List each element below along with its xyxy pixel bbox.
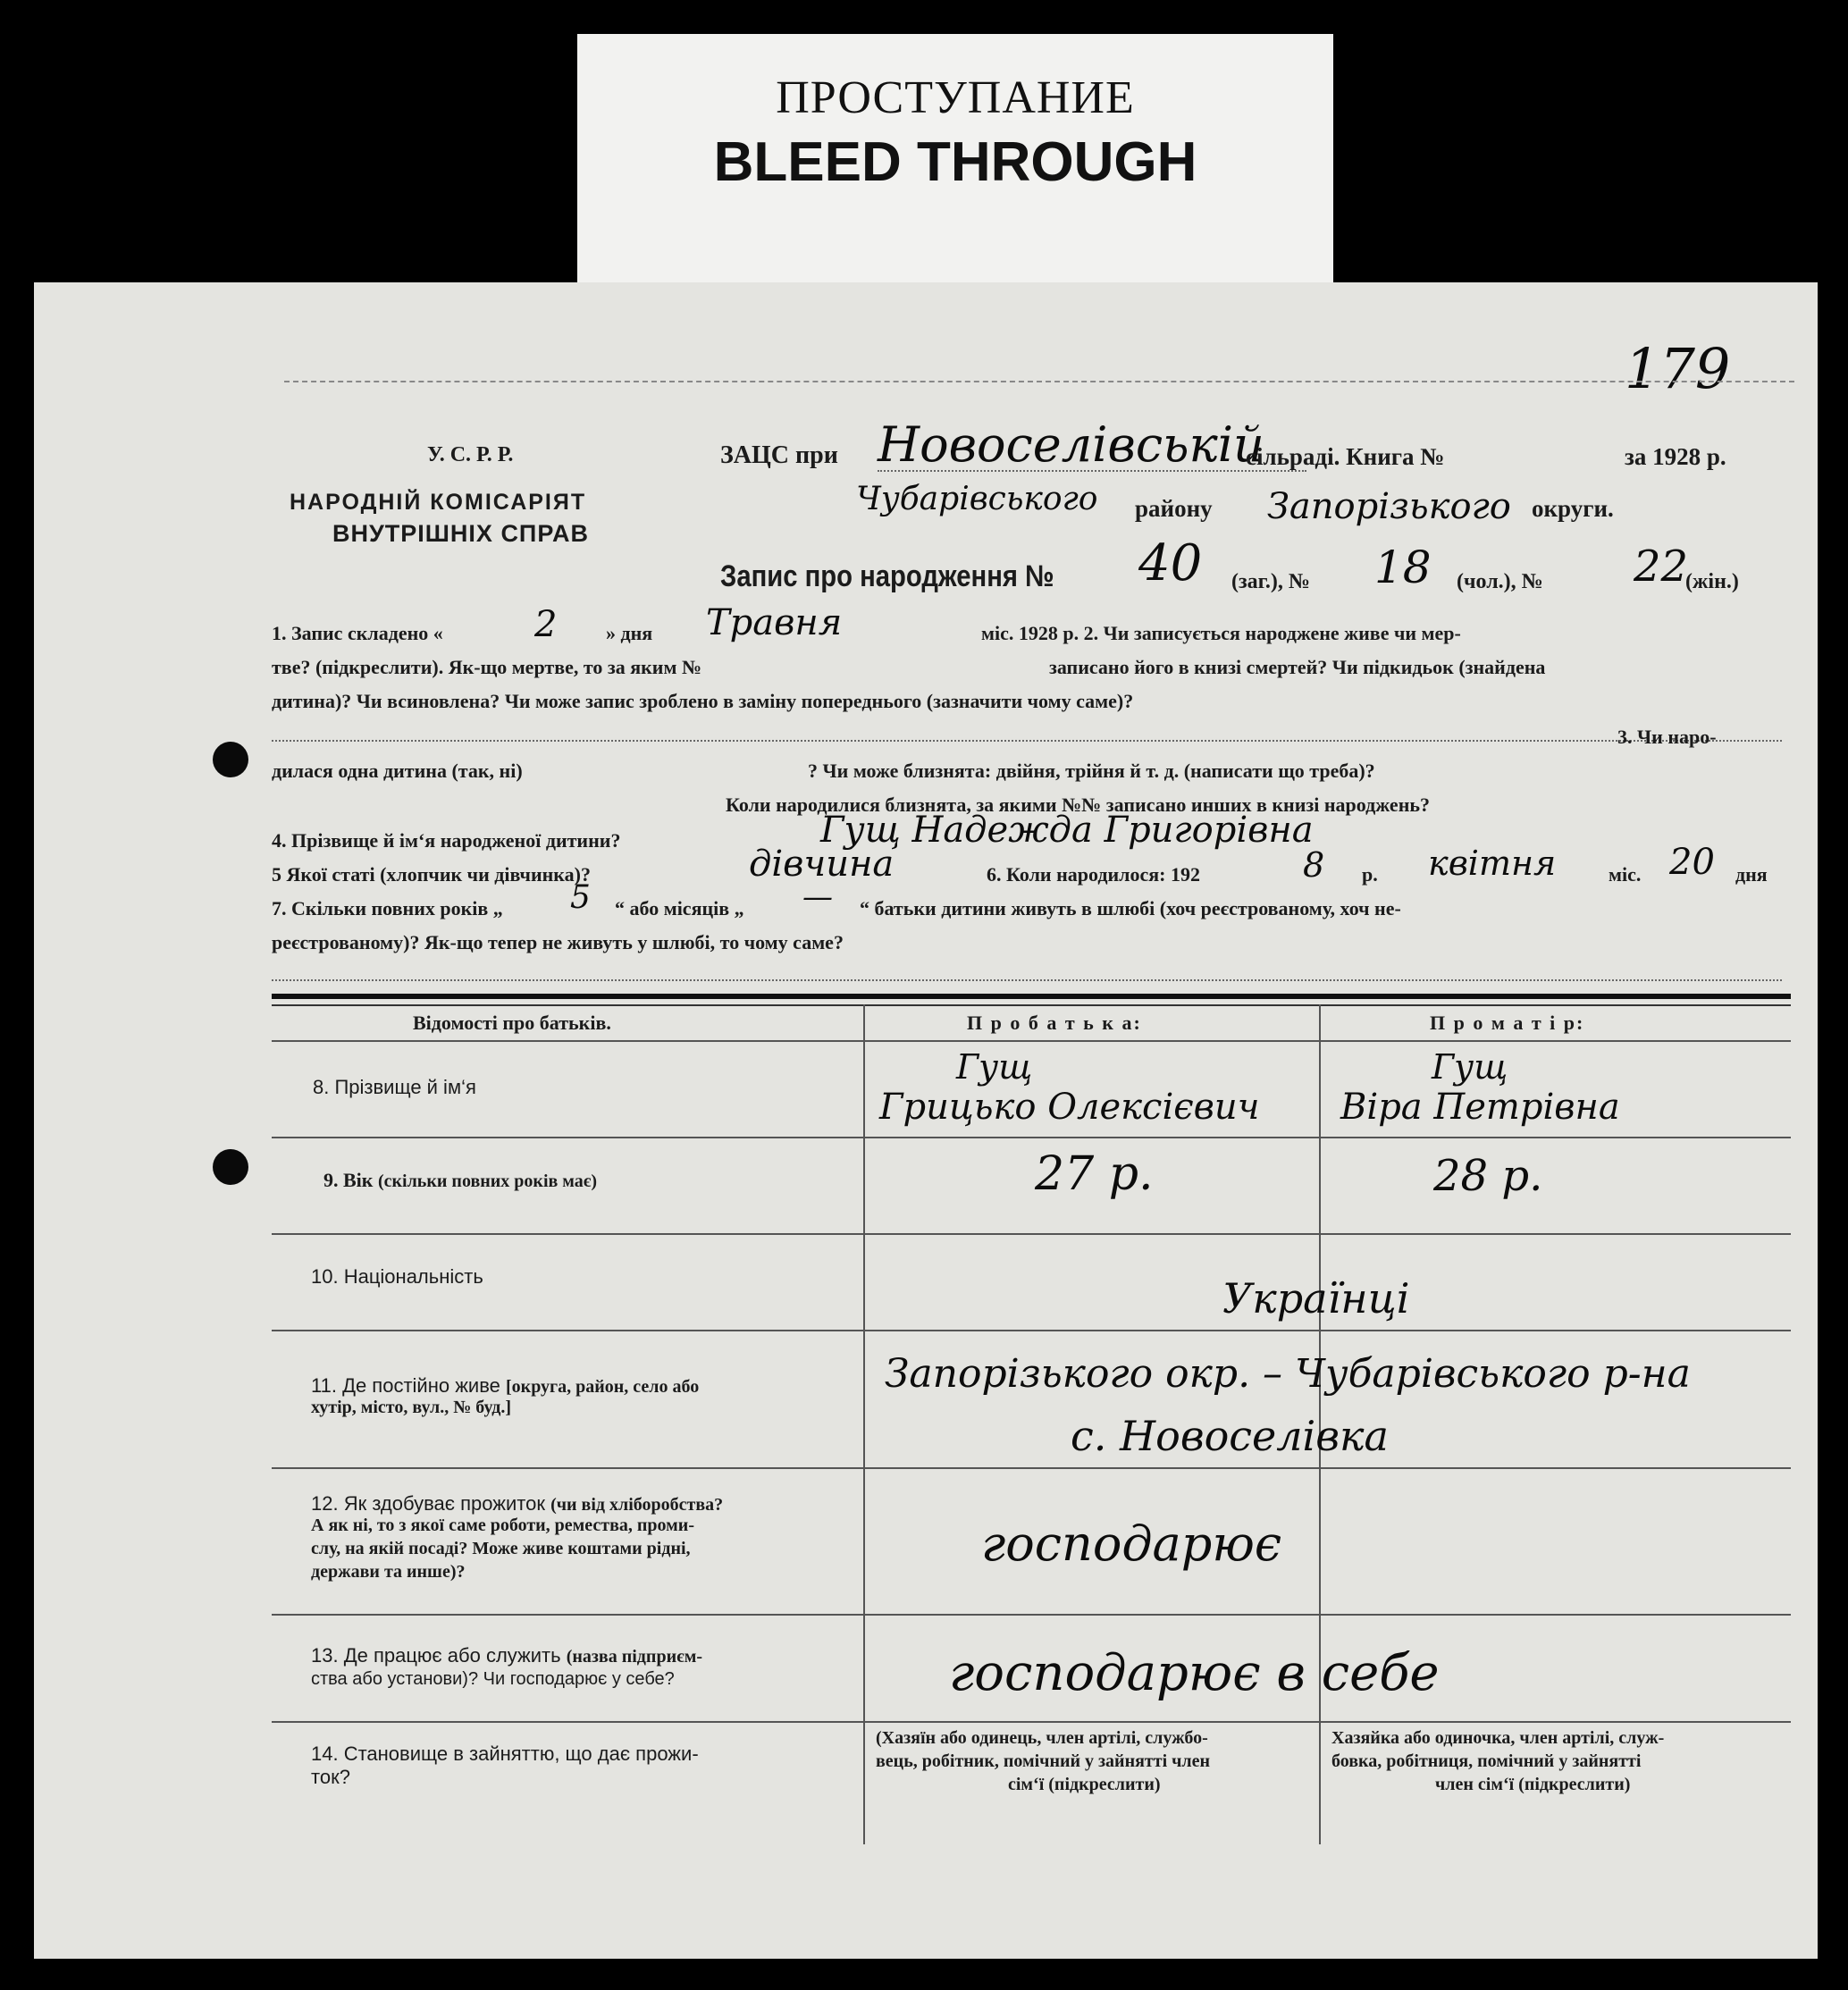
row9-label-main: 9. Вік (323, 1169, 374, 1191)
father-age: 27 р. (1035, 1147, 1154, 1201)
birth-record-document (34, 282, 1818, 1959)
row12-label-cont2: слу, на якій посаді? Може живе коштами рідні, (311, 1539, 691, 1558)
fill-line (272, 979, 1782, 981)
line7: 4. Прізвище й ім‘я народженої дитини? (272, 829, 621, 852)
line8-c: р. (1362, 863, 1378, 886)
child-name: Гущ Надежда Григорівна (820, 810, 1314, 851)
mother-occupation-line2: бовка, робітниця, помічний у зайнятті (1331, 1751, 1642, 1771)
silradi-label: сільраді. Книга № (1246, 443, 1445, 470)
line1-a: 1. Запис складено « (272, 622, 443, 644)
birth-year: 8 (1303, 845, 1325, 885)
raion-value: Чубарівського (856, 481, 1098, 517)
row-divider (272, 1040, 1791, 1042)
nationality: Українці (1222, 1274, 1410, 1322)
row11-label-cont: хутір, місто, вул., № буд.] (311, 1398, 512, 1417)
line2: тве? (підкреслити). Як-що мертве, то за яким № (272, 656, 702, 678)
row13-label (311, 1644, 702, 1667)
row11-label (311, 1374, 699, 1398)
total-label: (заг.), № (1231, 570, 1310, 593)
ussr-header: У. С. Р. Р. (427, 443, 514, 466)
mother-age: 28 р. (1433, 1151, 1543, 1201)
column-divider (863, 1004, 865, 1844)
line8-e: дня (1735, 863, 1768, 886)
line1-b: » дня (606, 622, 653, 644)
table-top-rule (272, 994, 1791, 999)
row14-label-cont: ток? (311, 1766, 350, 1788)
father-occupation-line1: (Хазяїн або одинець, член артілі, службо- (876, 1728, 1208, 1748)
birth-day: 20 (1669, 842, 1715, 883)
male-number: 18 (1374, 542, 1432, 593)
row-divider (272, 1614, 1791, 1616)
row9-label-note: (скільки повних років має) (377, 1171, 598, 1191)
col-header-father: П р о б а т ь к а: (967, 1012, 1142, 1034)
line3: дитина)? Чи всиновлена? Чи може запис зроблено в заміну попереднього (зазначити чому саме)? (272, 690, 1134, 712)
father-occupation-line2: вець, робітник, помічний у зайнятті член (876, 1751, 1211, 1771)
row-divider (272, 1467, 1791, 1469)
okruha-label: округи. (1532, 495, 1614, 522)
punch-hole (213, 742, 248, 777)
row10-label: 10. Національність (311, 1265, 483, 1288)
line4: 3. Чи наро- (1617, 726, 1717, 748)
mother-surname: Гущ (1432, 1047, 1508, 1087)
months-married: — (802, 879, 833, 915)
row14-label: 14. Становище в зайняттю, що дає прожи- (311, 1742, 699, 1765)
row11-label-main: 11. Де постійно живе (311, 1374, 500, 1397)
top-rule (284, 381, 1794, 382)
bleed-through-label-card (577, 34, 1333, 284)
row12-label-note: (чи від хліборобства? (550, 1495, 724, 1515)
row13-label-note: (назва підприєм- (566, 1647, 703, 1667)
label-ru: ПРОСТУПАНИЕ (776, 72, 1135, 123)
okruha-value: Запорізького (1267, 486, 1511, 527)
female-number: 22 (1634, 542, 1689, 592)
col-header-parents: Відомості про батьків. (413, 1012, 611, 1034)
zats-value: Новоселівській (878, 416, 1264, 473)
father-surname: Гущ (956, 1047, 1033, 1087)
line5-a: дилася одна дитина (так, ні) (272, 760, 523, 782)
row11-label-note: [округа, район, село або (506, 1377, 700, 1397)
day-value: 2 (534, 604, 558, 645)
line1-c: міс. 1928 р. 2. Чи записується народжене живе чи мер- (981, 622, 1461, 644)
line9-b: “ або місяців „ (615, 897, 744, 919)
line2-b: записано його в книзі смертей? Чи підкидьок (знайдена (1049, 656, 1546, 678)
table-header-rule (272, 1004, 1791, 1006)
line9-c: “ батьки дитини живуть в шлюбі (хоч реєстрованому, хоч не- (860, 897, 1401, 919)
line9-a: 7. Скільки повних років „ (272, 897, 503, 919)
male-label: (чол.), № (1457, 570, 1543, 593)
residence-line1: Запорізького окр. – Чубарівського р-на (885, 1351, 1691, 1397)
line6: Коли народилися близнята, за якими №№ записано инших в книзі народжень? (726, 793, 1431, 816)
row9-label (323, 1169, 597, 1192)
work: господарює в себе (949, 1644, 1440, 1702)
row-divider (272, 1330, 1791, 1331)
line8-a: 5 Якої статі (хлопчик чи дівчинка)? (272, 863, 591, 886)
years-married: 5 (570, 879, 591, 916)
page-number: 179 (1625, 336, 1731, 401)
row12-label-main: 12. Як здобуває прожиток (311, 1492, 545, 1515)
row-divider (272, 1137, 1791, 1138)
row12-label-cont3: держави та инше)? (311, 1562, 466, 1582)
line10: реєстрованому)? Як-що тепер не живуть у шлюбі, то чому саме? (272, 931, 844, 953)
fill-line (878, 470, 1306, 472)
sex-value: дівчина (749, 844, 895, 885)
father-name: Грицько Олексієвич (879, 1087, 1260, 1128)
father-occupation-line3: сім‘ї (підкреслити) (1008, 1775, 1161, 1794)
row12-label (311, 1492, 723, 1516)
birth-month: квітня (1428, 844, 1557, 883)
col-header-mother: П р о м а т і р: (1430, 1012, 1585, 1034)
livelihood: господарює (981, 1516, 1282, 1572)
commissariat-header: НАРОДНІЙ КОМІСАРІЯТ (290, 490, 587, 515)
row-divider (272, 1721, 1791, 1723)
label-en: BLEED THROUGH (713, 131, 1197, 193)
total-number: 40 (1138, 534, 1203, 592)
row13-label-cont: ства або установи)? Чи господарює у себе? (311, 1669, 675, 1689)
line8-b: 6. Коли народилося: 192 (987, 863, 1201, 886)
row12-label-cont1: А як ні, то з якої саме роботи, ремества, проми- (311, 1516, 694, 1535)
row-divider (272, 1233, 1791, 1235)
department-header: ВНУТРІШНІХ СПРАВ (332, 520, 589, 547)
residence-line2: с. Новоселівка (1071, 1412, 1389, 1460)
record-title: Запис про народження № (720, 559, 1054, 593)
female-label: (жін.) (1685, 570, 1739, 593)
fill-line (272, 740, 1782, 742)
zats-label: ЗАЦС при (720, 441, 838, 469)
line8-d: міс. (1609, 863, 1642, 886)
row13-label-main: 13. Де працює або служить (311, 1644, 561, 1667)
year-label: за 1928 р. (1625, 443, 1726, 470)
row8-label: 8. Прізвище й ім‘я (313, 1076, 476, 1098)
month-value: Травня (706, 602, 843, 643)
mother-occupation-line1: Хазяйка або одиночка, член артілі, служ- (1331, 1728, 1665, 1748)
line5-b: ? Чи може близнята: двійня, трійня й т. д. (написати що треба)? (808, 760, 1375, 782)
raion-label: району (1135, 495, 1213, 522)
mother-name: Віра Петрівна (1340, 1087, 1620, 1128)
mother-occupation-line3: член сім‘ї (підкреслити) (1435, 1775, 1631, 1794)
punch-hole (213, 1149, 248, 1185)
